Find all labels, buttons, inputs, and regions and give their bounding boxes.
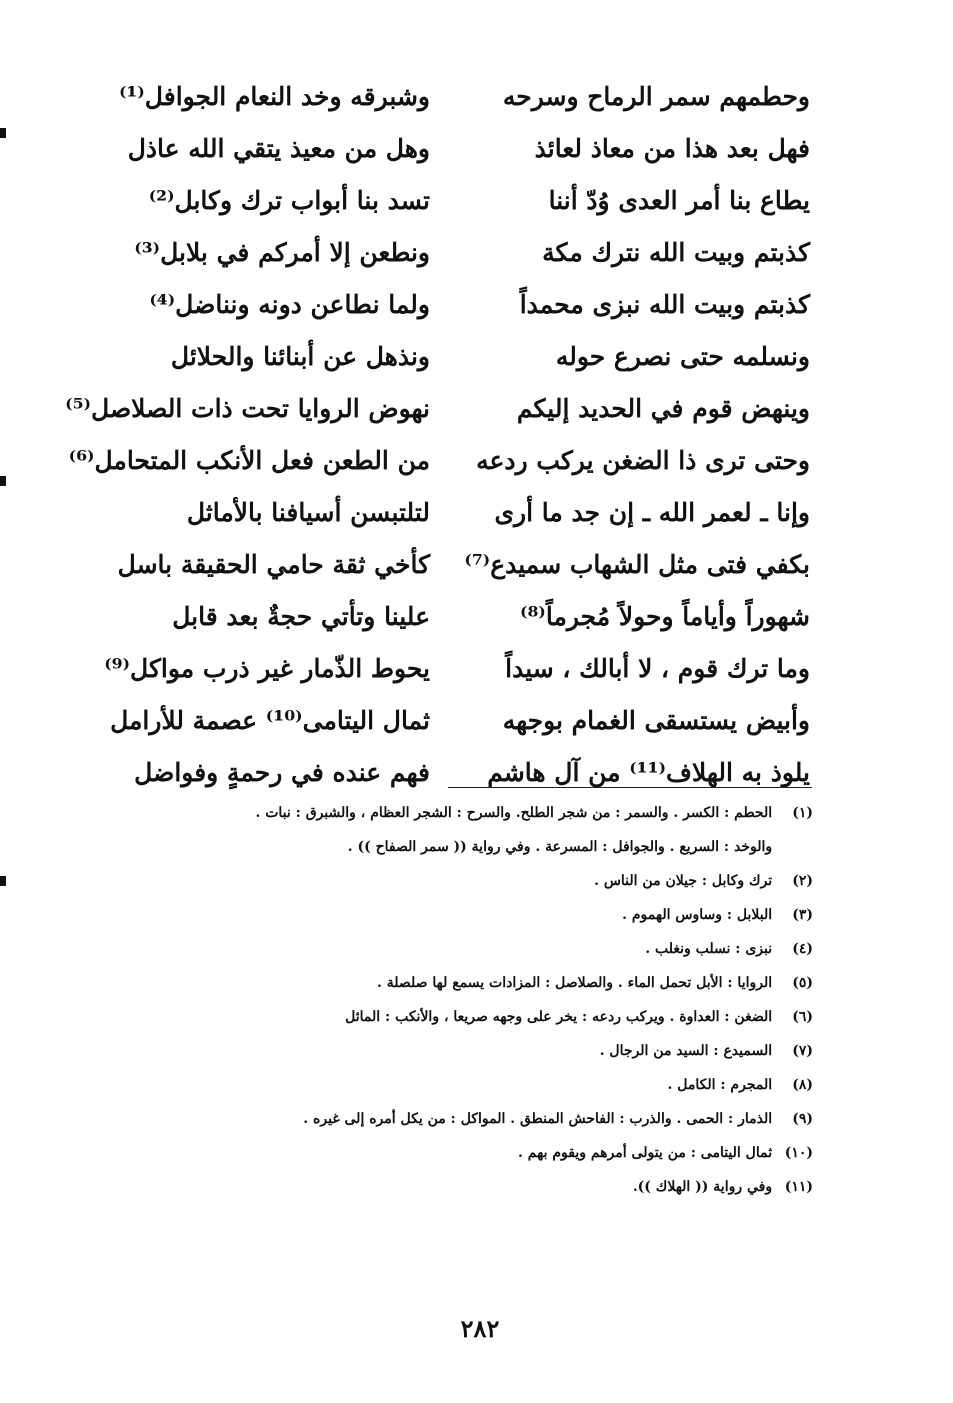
footnote-text: البلابل : وساوس الهموم . — [622, 907, 773, 923]
verse-row — [65, 384, 810, 434]
footnote — [153, 898, 813, 932]
footnote-text: السميدع : السيد من الرجال . — [599, 1043, 773, 1059]
footnote-number: (٢) — [792, 873, 813, 889]
verse-row — [110, 228, 810, 278]
verse-first-hemistich: شهوراً وأياماً وحولاً مُجرماً⁽⁸⁾ — [519, 602, 810, 631]
verse-row — [110, 488, 810, 538]
verse-first-hemistich: فهل بعد هذا من معاذ لعائذ — [534, 134, 810, 163]
page-number: ٢٨٢ — [460, 1314, 500, 1343]
footnote — [153, 1000, 813, 1034]
verse-second-hemistich: من الطعن فعل الأنكب المتحامل⁽⁶⁾ — [68, 446, 430, 475]
verse-row — [104, 644, 810, 694]
verse-first-hemistich: وإنا ـ لعمر الله ـ إن جد ما أرى — [494, 498, 810, 527]
verse-second-hemistich: نهوض الروايا تحت ذات الصلاصل⁽⁵⁾ — [65, 394, 430, 423]
footnote-number: (٥) — [792, 975, 813, 991]
verse-first-hemistich: وينهض قوم في الحديد إليكم — [516, 394, 810, 423]
footnote-number: (١١) — [784, 1179, 813, 1195]
footnote — [153, 932, 813, 966]
footnote-number: (٣) — [792, 907, 813, 923]
verse-second-hemistich: ولما نطاعن دونه ونناضل⁽⁴⁾ — [149, 290, 430, 319]
footnote-number: (١٠) — [784, 1145, 813, 1161]
verse-row — [110, 540, 810, 590]
verse-second-hemistich: تسد بنا أبواب ترك وكابل⁽²⁾ — [148, 186, 430, 215]
verse-row — [68, 436, 810, 486]
footnote-text: نبزى : نسلب ونغلب . — [645, 941, 773, 957]
footnote-text: المجرم : الكامل . — [667, 1077, 773, 1093]
footnote-text: ثمال اليتامى : من يتولى أمرهم ويقوم بهم . — [518, 1145, 773, 1161]
footnote-text: الضغن : العداوة . ويركب ردعه : يخر على وجهه صريعا ، والأنكب : المائل — [345, 1009, 773, 1025]
footnote — [153, 1136, 813, 1170]
verse-row — [110, 696, 810, 746]
verse-second-hemistich: علينا وتأتي حجةٌ بعد قابل — [172, 602, 430, 631]
footnote-continuation — [153, 830, 813, 864]
verse-second-hemistich: فهم عنده في رحمةٍ وفواضل — [134, 758, 430, 787]
footnote — [153, 1170, 813, 1204]
footnote-number: (٩) — [792, 1111, 813, 1127]
footnote — [153, 864, 813, 898]
verse-row — [110, 280, 810, 330]
verse-first-hemistich: وأبيض يستسقى الغمام بوجهه — [502, 706, 810, 735]
verse-first-hemistich: وحطمهم سمر الرماح وسرحه — [502, 82, 810, 111]
footnote-text: والوخد : السريع . والجوافل : المسرعة . وفي رواية (( سمر الصفاح )) . — [347, 839, 773, 855]
footnote-number: (٤) — [792, 941, 813, 957]
verse-first-hemistich: بكفي فتى مثل الشهاب سميدع⁽⁷⁾ — [464, 550, 810, 579]
margin-mark — [0, 876, 6, 886]
verse-row — [110, 124, 810, 174]
verse-first-hemistich: يلوذ به الهلاف⁽¹¹⁾ من آل هاشم — [487, 758, 810, 787]
poem — [65, 72, 810, 787]
verse-row — [110, 176, 810, 226]
verse-row — [110, 72, 810, 122]
footnote — [153, 796, 813, 830]
verse-first-hemistich: كذبتم وبيت الله نترك مكة — [542, 238, 810, 267]
verse-second-hemistich: ونذهل عن أبنائنا والحلائل — [170, 342, 430, 371]
verse-first-hemistich: كذبتم وبيت الله نبزى محمداً — [519, 290, 810, 319]
verse-row — [110, 332, 810, 382]
footnote-number: (١) — [792, 805, 813, 821]
footnote — [153, 1068, 813, 1102]
footnote-text: الحطم : الكسر . والسمر : من شجر الطلح. والسرح : الشجر العظام ، والشبرق : نبات . — [255, 805, 773, 821]
verse-first-hemistich: وما ترك قوم ، لا أبالك ، سيداً — [505, 654, 810, 683]
footnote-text: الروايا : الأبل تحمل الماء . والصلاصل : المزادات يسمع لها صلصلة . — [376, 975, 773, 991]
footnote-text: ترك وكابل : جيلان من الناس . — [594, 873, 773, 889]
verse-first-hemistich: وحتى ترى ذا الضغن يركب ردعه — [476, 446, 810, 475]
footnote — [153, 966, 813, 1000]
footnote-separator — [448, 787, 812, 788]
footnote-number: (٨) — [792, 1077, 813, 1093]
verse-second-hemistich: ونطعن إلا أمركم في بلابل⁽³⁾ — [134, 238, 430, 267]
verse-second-hemistich: لتلتبسن أسيافنا بالأماثل — [186, 498, 430, 527]
footnote-number: (٦) — [792, 1009, 813, 1025]
verse-second-hemistich: وشبرقه وخد النعام الجوافل⁽¹⁾ — [118, 82, 430, 111]
verse-second-hemistich: كأخي ثقة حامي الحقيقة باسل — [117, 550, 430, 579]
verse-second-hemistich: وهل من معيذ يتقي الله عاذل — [127, 134, 430, 163]
footnote — [153, 1034, 813, 1068]
verse-row — [110, 592, 810, 642]
verse-row — [110, 748, 810, 798]
footnote-number: (٧) — [792, 1043, 813, 1059]
verse-second-hemistich: ثمال اليتامى⁽¹⁰⁾ عصمة للأرامل — [110, 706, 430, 735]
footnote — [153, 1102, 813, 1136]
footnote-text: الذمار : الحمى . والذرب : الفاحش المنطق . المواكل : من يكل أمره إلى غيره . — [303, 1111, 773, 1127]
verse-second-hemistich: يحوط الذّمار غير ذرب مواكل⁽⁹⁾ — [104, 654, 430, 683]
margin-mark — [0, 476, 6, 486]
verse-first-hemistich: يطاع بنا أمر العدى وُدّ أننا — [548, 186, 810, 215]
verse-first-hemistich: ونسلمه حتى نصرع حوله — [555, 342, 810, 371]
margin-mark — [0, 128, 6, 138]
footnote-text: وفي رواية (( الهلاك )). — [632, 1179, 773, 1195]
